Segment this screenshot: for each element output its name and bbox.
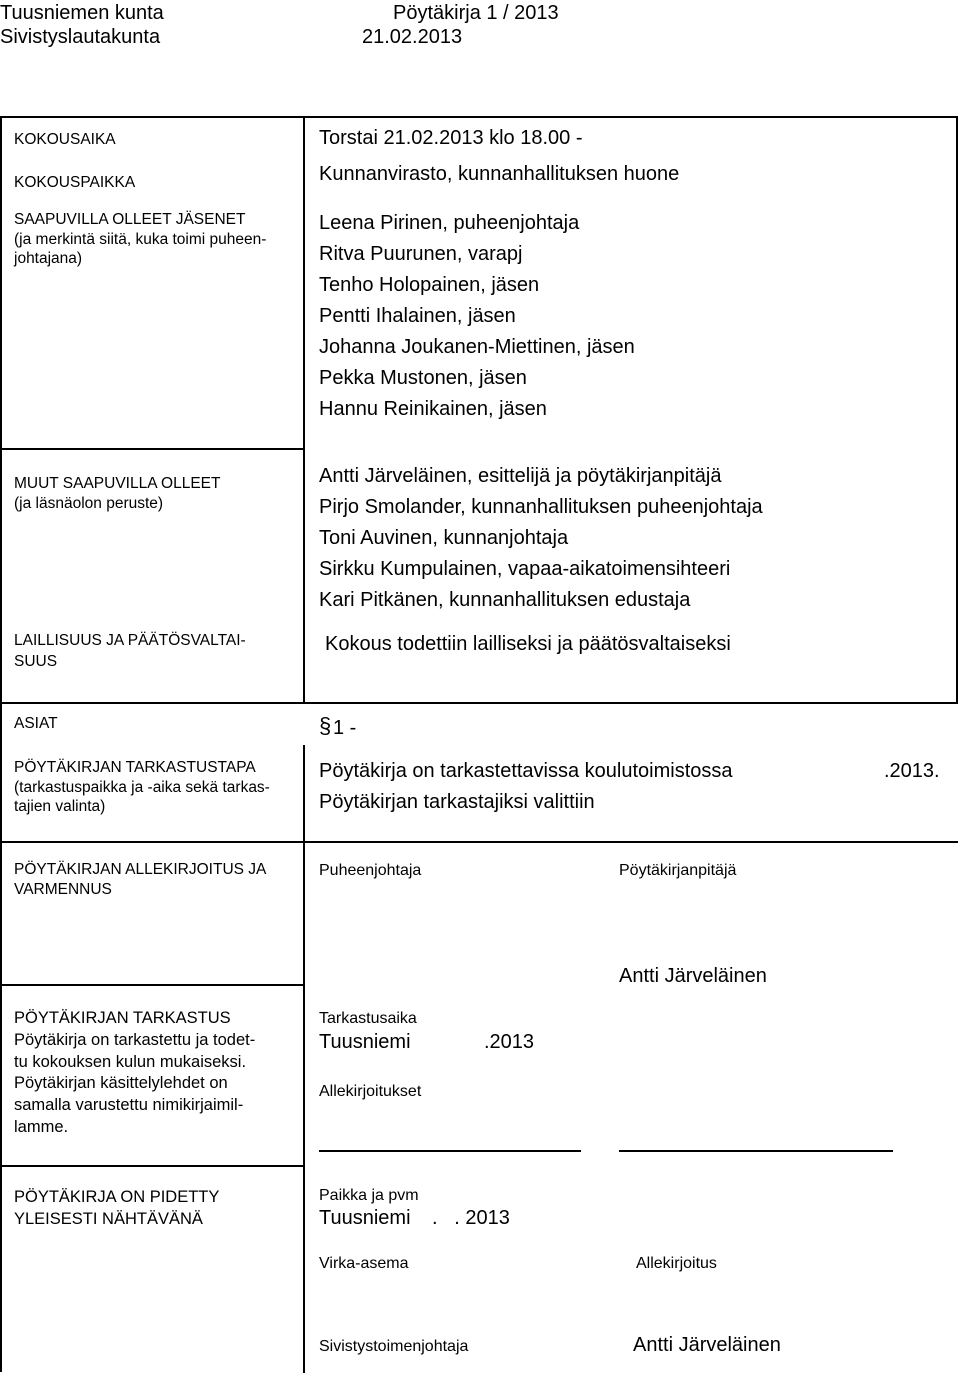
list-item: Antti Järveläinen, esittelijä ja pöytäkirjanpitäjä: [319, 465, 722, 487]
signature-field-label: Allekirjoitus: [636, 1255, 717, 1272]
list-item: Pirjo Smolander, kunnanhallituksen puheenjohtaja: [319, 496, 763, 518]
row-divider-items: [0, 702, 958, 704]
committee-name: Sivistyslautakunta: [0, 26, 161, 48]
place-date-label: Paikka ja pvm: [319, 1187, 419, 1204]
signature-label-line: PÖYTÄKIRJAN ALLEKIRJOITUS JA: [14, 861, 267, 878]
review-label-line: tu kokouksen kulun mukaiseksi.: [14, 1052, 247, 1071]
review-label-line: lamme.: [14, 1117, 69, 1136]
items-value: 1 -: [333, 717, 357, 739]
members-label-line: (ja merkintä siitä, kuka toimi puheen-: [14, 230, 267, 248]
signature-label: [14, 860, 266, 900]
signer-name: Antti Järveläinen: [633, 1334, 781, 1356]
column-divider-1: [303, 116, 305, 703]
members-label-line: johtajana): [14, 250, 83, 267]
right-border-upper: [956, 116, 958, 703]
public-label: [14, 1186, 219, 1230]
review-time-label: Tarkastusaika: [319, 1010, 417, 1027]
members-label: [14, 210, 266, 269]
position-value: Sivistystoimenjohtaja: [319, 1338, 469, 1355]
section-sign-icon: §: [319, 713, 332, 738]
list-item: Kari Pitkänen, kunnanhallituksen edustaja: [319, 589, 691, 611]
others-label-line: MUUT SAAPUVILLA OLLEET: [14, 475, 221, 492]
chair-label: Puheenjohtaja: [319, 862, 422, 879]
secretary-name: Antti Järveläinen: [619, 965, 767, 987]
legality-value: Kokous todettiin lailliseksi ja päätösvaltaiseksi: [325, 633, 731, 655]
members-label-line: SAAPUVILLA OLLEET JÄSENET: [14, 211, 246, 228]
column-divider-3: [303, 841, 305, 984]
row-divider-review: [0, 984, 305, 986]
list-item: Pentti Ihalainen, jäsen: [319, 305, 516, 327]
legality-label-line: SUUS: [14, 653, 58, 670]
row-divider-members: [0, 448, 305, 450]
left-border-lower: [0, 1167, 2, 1372]
list-item: Ritva Puurunen, varapj: [319, 243, 523, 265]
reviewer-signature-line-2: [619, 1150, 893, 1152]
column-divider-4: [303, 984, 305, 1166]
signature-label-line: VARMENNUS: [14, 881, 112, 898]
column-divider-5: [303, 1165, 305, 1373]
meeting-place-label: KOKOUSPAIKKA: [14, 174, 136, 191]
review-place-text: Pöytäkirja on tarkastettavissa koulutoimistossa: [319, 760, 733, 782]
signatures-label: Allekirjoitukset: [319, 1083, 422, 1100]
row-divider-public: [0, 1165, 305, 1167]
legality-label-line: LAILLISUUS JA PÄÄTÖSVALTAI-: [14, 632, 246, 649]
public-label-line: YLEISESTI NÄHTÄVÄNÄ: [14, 1210, 203, 1228]
review-method-label-line: tajien valinta): [14, 798, 106, 815]
members-list: [319, 208, 635, 425]
list-item: Sirkku Kumpulainen, vapaa-aikatoimensihteeri: [319, 558, 731, 580]
review-label: [14, 1008, 255, 1139]
public-label-line: PÖYTÄKIRJA ON PIDETTY: [14, 1188, 220, 1206]
public-place: Tuusniemi: [319, 1207, 411, 1229]
list-item: Johanna Joukanen-Miettinen, jäsen: [319, 336, 635, 358]
reviewers-text: Pöytäkirjan tarkastajiksi valittiin: [319, 791, 595, 813]
others-list: [319, 461, 763, 616]
left-border-upper: [0, 116, 2, 1166]
public-date: . . 2013: [432, 1207, 510, 1229]
list-item: Toni Auvinen, kunnanjohtaja: [319, 527, 569, 549]
list-item: Tenho Holopainen, jäsen: [319, 274, 540, 296]
secretary-label: Pöytäkirjanpitäjä: [619, 862, 737, 879]
review-label-line: PÖYTÄKIRJAN TARKASTUS: [14, 1009, 231, 1027]
others-label-line: (ja läsnäolon peruste): [14, 494, 164, 512]
legality-label: [14, 630, 246, 672]
review-year: .2013: [484, 1031, 535, 1053]
review-year-text: .2013.: [884, 760, 940, 782]
review-label-line: Pöytäkirjan käsittelylehdet on: [14, 1074, 228, 1093]
minutes-number: Pöytäkirja 1 / 2013: [393, 2, 559, 24]
review-method-label-line: PÖYTÄKIRJAN TARKASTUSTAPA: [14, 759, 256, 776]
position-label: Virka-asema: [319, 1255, 409, 1272]
review-method-label: [14, 758, 270, 817]
others-label: [14, 474, 220, 513]
meeting-time-value: Torstai 21.02.2013 klo 18.00 -: [319, 127, 583, 149]
row-divider-signature: [0, 841, 958, 843]
list-item: Pekka Mustonen, jäsen: [319, 367, 527, 389]
table-top-border: [0, 116, 958, 118]
review-place: Tuusniemi: [319, 1031, 411, 1053]
review-label-line: samalla varustettu nimikirjaimil-: [14, 1096, 244, 1115]
review-method-label-line: (tarkastuspaikka ja -aika sekä tarkas-: [14, 778, 270, 796]
meeting-time-label: KOKOUSAIKA: [14, 131, 116, 148]
list-item: Leena Pirinen, puheenjohtaja: [319, 212, 580, 234]
list-item: Hannu Reinikainen, jäsen: [319, 398, 547, 420]
reviewer-signature-line-1: [319, 1150, 581, 1152]
minutes-date: 21.02.2013: [362, 26, 463, 48]
municipality-name: Tuusniemen kunta: [0, 2, 164, 24]
meeting-place-value: Kunnanvirasto, kunnanhallituksen huone: [319, 163, 680, 185]
column-divider-2: [303, 745, 305, 842]
review-label-line: Pöytäkirja on tarkastettu ja todet-: [14, 1030, 256, 1049]
items-label: ASIAT: [14, 715, 58, 732]
